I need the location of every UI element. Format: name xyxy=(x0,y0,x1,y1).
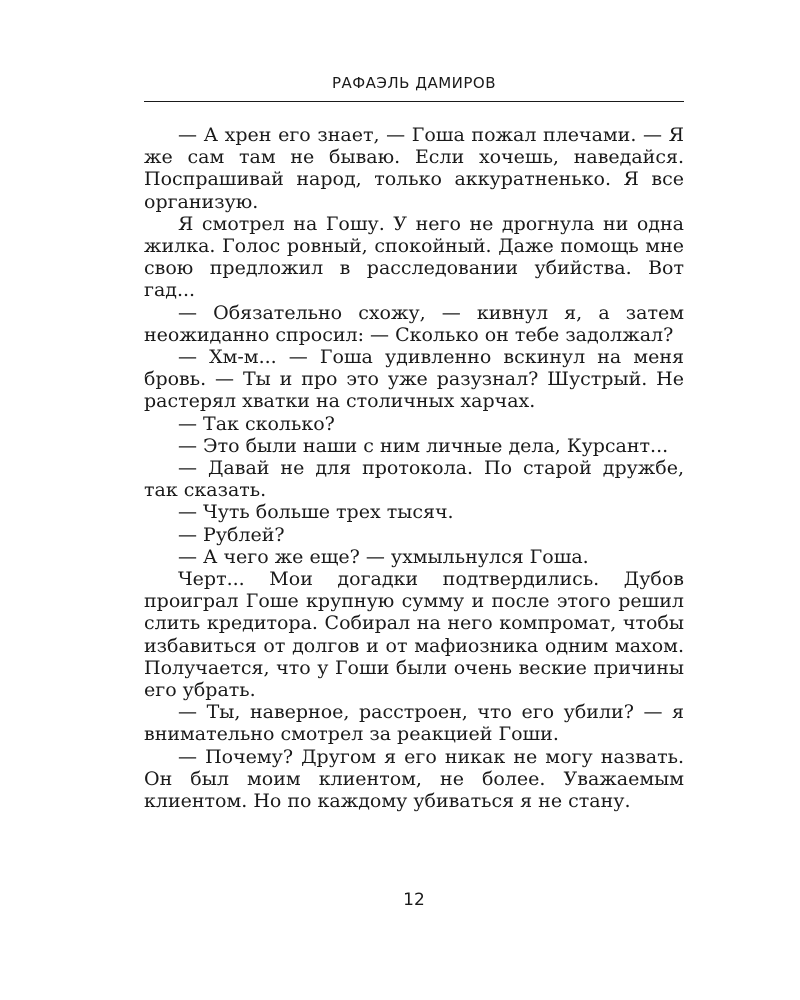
page-number: 12 xyxy=(403,890,425,910)
paragraph: — Обязательно схожу, — кивнул я, а затем неожиданно спросил: — Сколько он тебе задолжал? xyxy=(144,301,684,346)
paragraph: — Ты, наверное, расстроен, что его убили? — я внимательно смотрел за реакцией Гоши. xyxy=(144,701,684,746)
paragraph: — Рублей? xyxy=(178,523,285,546)
body-text xyxy=(144,124,684,812)
header-divider xyxy=(144,101,684,102)
paragraph: — Это были наши с ним личные дела, Курсант... xyxy=(178,434,669,457)
paragraph: — А хрен его знает, — Гоша пожал плечами. — Я же сам там не бываю. Если хочешь, наведайся. Поспрашивай народ, только аккуратненько. Я все организую. xyxy=(144,124,684,213)
paragraph: Я смотрел на Гошу. У него не дрогнула ни одна жилка. Голос ровный, спокойный. Даже помощь мне свою предложил в расследовании убийства. Вот гад... xyxy=(144,212,684,302)
paragraph: — Чуть больше трех тысяч. xyxy=(178,501,454,524)
paragraph: — А чего же еще? — ухмыльнулся Гоша. xyxy=(178,545,589,568)
paragraph: — Так сколько? xyxy=(178,412,335,435)
paragraph: — Хм-м... — Гоша удивленно вскинул на меня бровь. — Ты и про это уже разузнал? Шустрый. Не растерял хватки на столичных харчах. xyxy=(144,346,684,413)
paragraph: — Почему? Другом я его никак не могу назвать. Он был моим клиентом, не более. Уважаемым клиентом. Но по каждому убиваться я не стану. xyxy=(144,745,684,813)
running-head-author: РАФАЭЛЬ ДАМИРОВ xyxy=(331,74,497,92)
paragraph: Черт... Мои догадки подтвердились. Дубов проиграл Гоше крупную сумму и после этого решил слить кредитора. Собирал на него компромат, чтобы избавиться от долгов и от мафиозника одним махом. Получается, что у Гоши были очень веские причины его убрать. xyxy=(144,568,684,702)
paragraph: — Давай не для протокола. По старой дружбе, так сказать. xyxy=(144,457,684,502)
